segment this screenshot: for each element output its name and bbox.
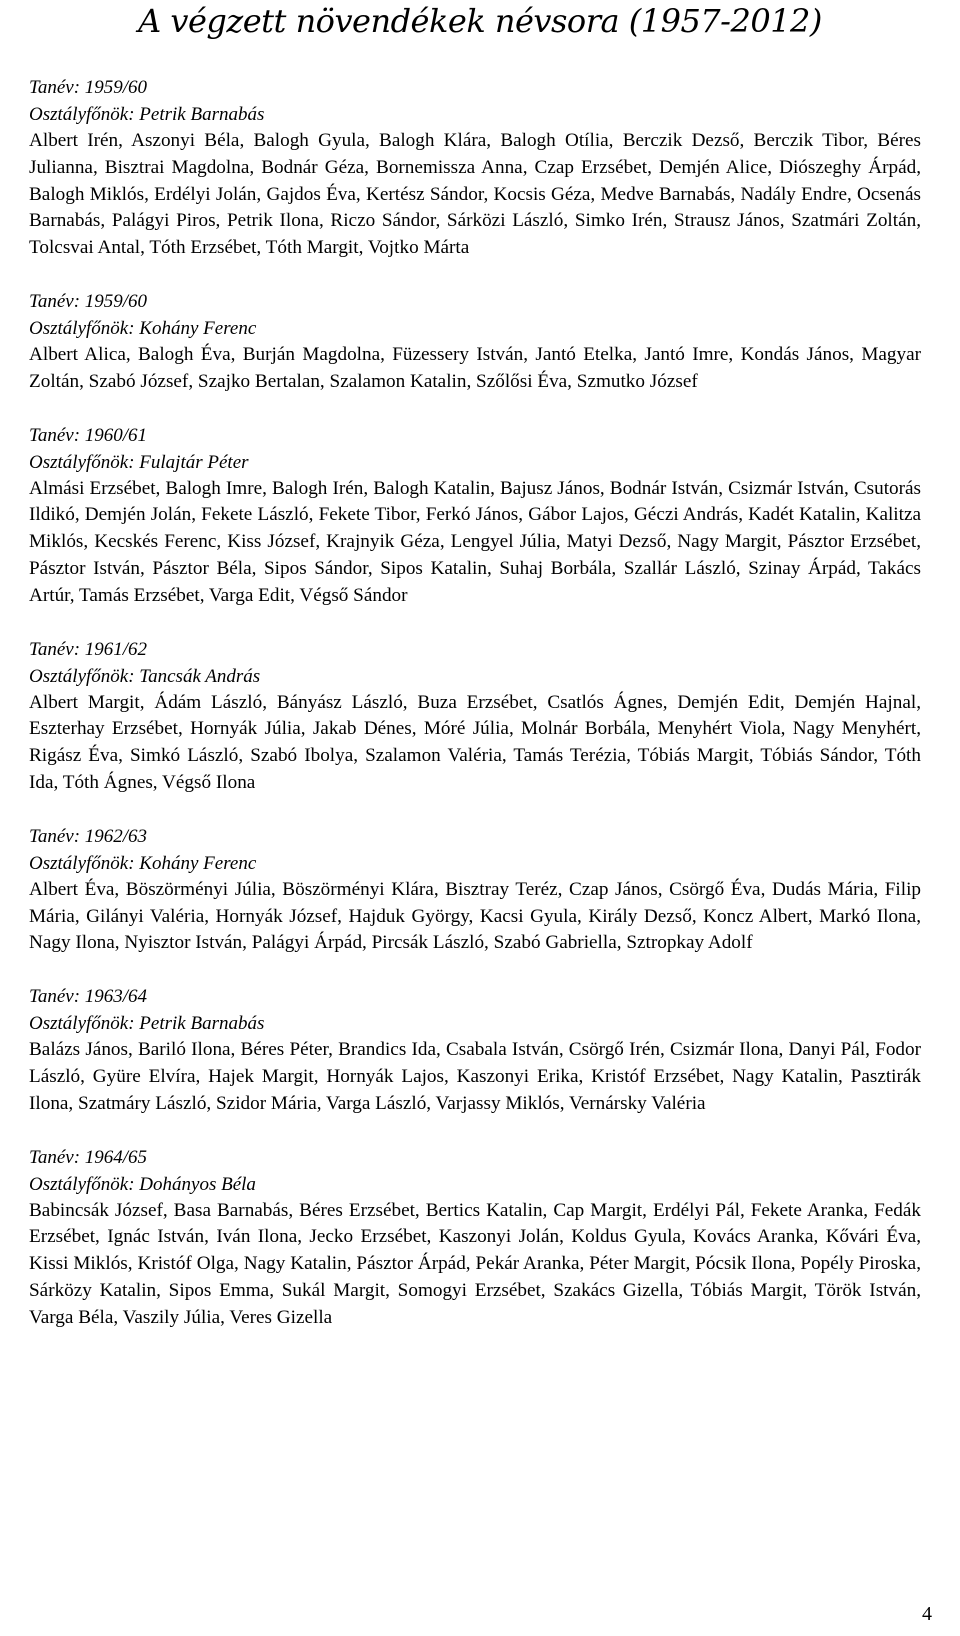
student-names: Albert Irén, Aszonyi Béla, Balogh Gyula, Balogh Klára, Balogh Otília, Berczik Dezső, Berczik Tibor, Béres Julianna, Bisztrai Magdolna, Bodnár Géza, Bornemissza Anna, Czap Erzsébet, Demjén Alice, Diószeghy Árpád, Balogh Miklós, Erdélyi Jolán, Gajdos Éva, Kertész Sándor, Kocsis Géza, Medve Barnabás, Nadály Endre, Ocsenás Barnabás, Palágyi Piros, Petrik Ilona, Riczo Sándor, Sárközi László, Simko Irén, Strausz János, Szatmári Zoltán, Tolcsvai Antal, Tóth Erzsébet, Tóth Margit, Vojtko Márta — [29, 130, 921, 259]
teacher-label: Osztályfőnök: — [29, 1173, 135, 1195]
year-label: Tanév: — [29, 1146, 81, 1168]
school-year: 1960/61 — [84, 424, 148, 446]
class-teacher: Kohány Ferenc — [139, 317, 257, 339]
student-names: Almási Erzsébet, Balogh Imre, Balogh Irén, Balogh Katalin, Bajusz János, Bodnár István, Csizmár István, Csutorás Ildikó, Demjén Jolán, Fekete László, Fekete Tibor, Ferkó János, Gábor Lajos, Géczi András, Kadét Katalin, Kalitza Miklós, Kecskés Ferenc, Kiss József, Krajnyik Géza, Lengyel Júlia, Matyi Dezső, Nagy Margit, Pásztor Erzsébet, Pásztor István, Pásztor Béla, Sipos Sándor, Sipos Katalin, Suhaj Borbála, Szallár László, Szinay Árpád, Takács Artúr, Tamás Erzsébet, Varga Edit, Végső Sándor — [29, 477, 921, 606]
year-label: Tanév: — [29, 290, 81, 312]
year-label: Tanév: — [29, 638, 81, 660]
class-section — [29, 422, 921, 610]
teacher-label: Osztályfőnök: — [29, 1013, 135, 1035]
teacher-label: Osztályfőnök: — [29, 852, 135, 874]
page-number: 4 — [922, 1603, 932, 1625]
teacher-label: Osztályfőnök: — [29, 317, 135, 339]
class-teacher: Fulajtár Péter — [139, 451, 249, 473]
year-label: Tanév: — [29, 986, 81, 1008]
class-teacher-line — [29, 663, 921, 690]
school-year: 1959/60 — [84, 290, 148, 312]
class-section — [29, 823, 921, 957]
school-year: 1964/65 — [84, 1146, 148, 1168]
school-year: 1959/60 — [84, 77, 148, 98]
class-list — [29, 74, 921, 1358]
class-section — [29, 288, 921, 396]
school-year: 1963/64 — [84, 986, 148, 1008]
school-year: 1961/62 — [84, 638, 148, 660]
student-names: Albert Éva, Böszörményi Júlia, Böszörményi Klára, Bisztray Teréz, Czap János, Csörgő Éva, Dudás Mária, Filip Mária, Gilányi Valéria, Hornyák József, Hajduk György, Kacsi Gyula, Király Dezső, Koncz Albert, Markó Ilona, Nagy Ilona, Nyisztor István, Palágyi Árpád, Pircsák László, Szabó Gabriella, Sztropkay Adolf — [29, 878, 921, 954]
page-title: A végzett növendékek névsora (1957-2012) — [138, 2, 822, 40]
student-names: Balázs János, Bariló Ilona, Béres Péter, Brandics Ida, Csabala István, Csörgő Irén, Csizmár Ilona, Danyi Pál, Fodor László, Gyüre Elvíra, Hajek Margit, Hornyák Lajos, Kaszonyi Erika, Kristóf Erzsébet, Nagy Katalin, Pasztirák Ilona, Szatmáry László, Szidor Mária, Varga László, Varjassy Miklós, Vernársky Valéria — [29, 1039, 921, 1114]
student-names: Babincsák József, Basa Barnabás, Béres Erzsébet, Bertics Katalin, Cap Margit, Erdélyi Pál, Fekete Aranka, Fedák Erzsébet, Ignác István, Iván Ilona, Jecko Erzsébet, Kaszonyi Jolán, Koldus Gyula, Kovács Aranka, Kővári Éva, Kissi Miklós, Kristóf Olga, Nagy Katalin, Pásztor Árpád, Pekár Aranka, Péter Margit, Pócsik Ilona, Popély Piroska, Sárközy Katalin, Sipos Emma, Sukál Margit, Somogyi Erzsébet, Szakács Gizella, Tóbiás Margit, Török István, Varga Béla, Vaszily Júlia, Veres Gizella — [29, 1199, 921, 1328]
class-teacher-line — [29, 449, 921, 476]
class-teacher: Petrik Barnabás — [139, 1013, 265, 1035]
school-year-line — [29, 636, 921, 663]
class-teacher-line — [29, 315, 921, 342]
class-section — [29, 636, 921, 797]
class-teacher-line — [29, 1171, 921, 1198]
teacher-label: Osztályfőnök: — [29, 451, 135, 473]
class-teacher-line — [29, 1010, 921, 1037]
year-label: Tanév: — [29, 424, 81, 446]
school-year: 1962/63 — [84, 825, 148, 847]
class-teacher-line — [29, 101, 921, 128]
class-section — [29, 1144, 921, 1332]
school-year-line — [29, 288, 921, 315]
teacher-label: Osztályfőnök: — [29, 665, 135, 687]
teacher-label: Osztályfőnök: — [29, 104, 135, 125]
class-teacher: Tancsák András — [139, 665, 261, 687]
school-year-line — [29, 74, 921, 101]
class-teacher-line — [29, 850, 921, 877]
year-label: Tanév: — [29, 77, 81, 98]
school-year-line — [29, 1144, 921, 1171]
class-section — [29, 983, 921, 1117]
year-label: Tanév: — [29, 825, 81, 847]
school-year-line — [29, 422, 921, 449]
class-section — [29, 74, 921, 262]
class-teacher: Dohányos Béla — [139, 1173, 256, 1195]
class-teacher: Kohány Ferenc — [139, 852, 257, 874]
student-names: Albert Alica, Balogh Éva, Burján Magdolna, Füzessery István, Jantó Etelka, Jantó Imre, Kondás János, Magyar Zoltán, Szabó József, Szajko Bertalan, Szalamon Katalin, Szőlősi Éva, Szmutko József — [29, 343, 921, 392]
class-teacher: Petrik Barnabás — [139, 104, 265, 125]
school-year-line — [29, 983, 921, 1010]
student-names: Albert Margit, Ádám László, Bányász László, Buza Erzsébet, Csatlós Ágnes, Demjén Edit, Demjén Hajnal, Eszterhay Erzsébet, Hornyák Júlia, Jakab Dénes, Móré Júlia, Molnár Borbála, Menyhért Viola, Nagy Menyhért, Rigász Éva, Simkó László, Szabó Ibolya, Szalamon Valéria, Tamás Terézia, Tóbiás Margit, Tóbiás Sándor, Tóth Ida, Tóth Ágnes, Végső Ilona — [29, 691, 921, 793]
school-year-line — [29, 823, 921, 850]
